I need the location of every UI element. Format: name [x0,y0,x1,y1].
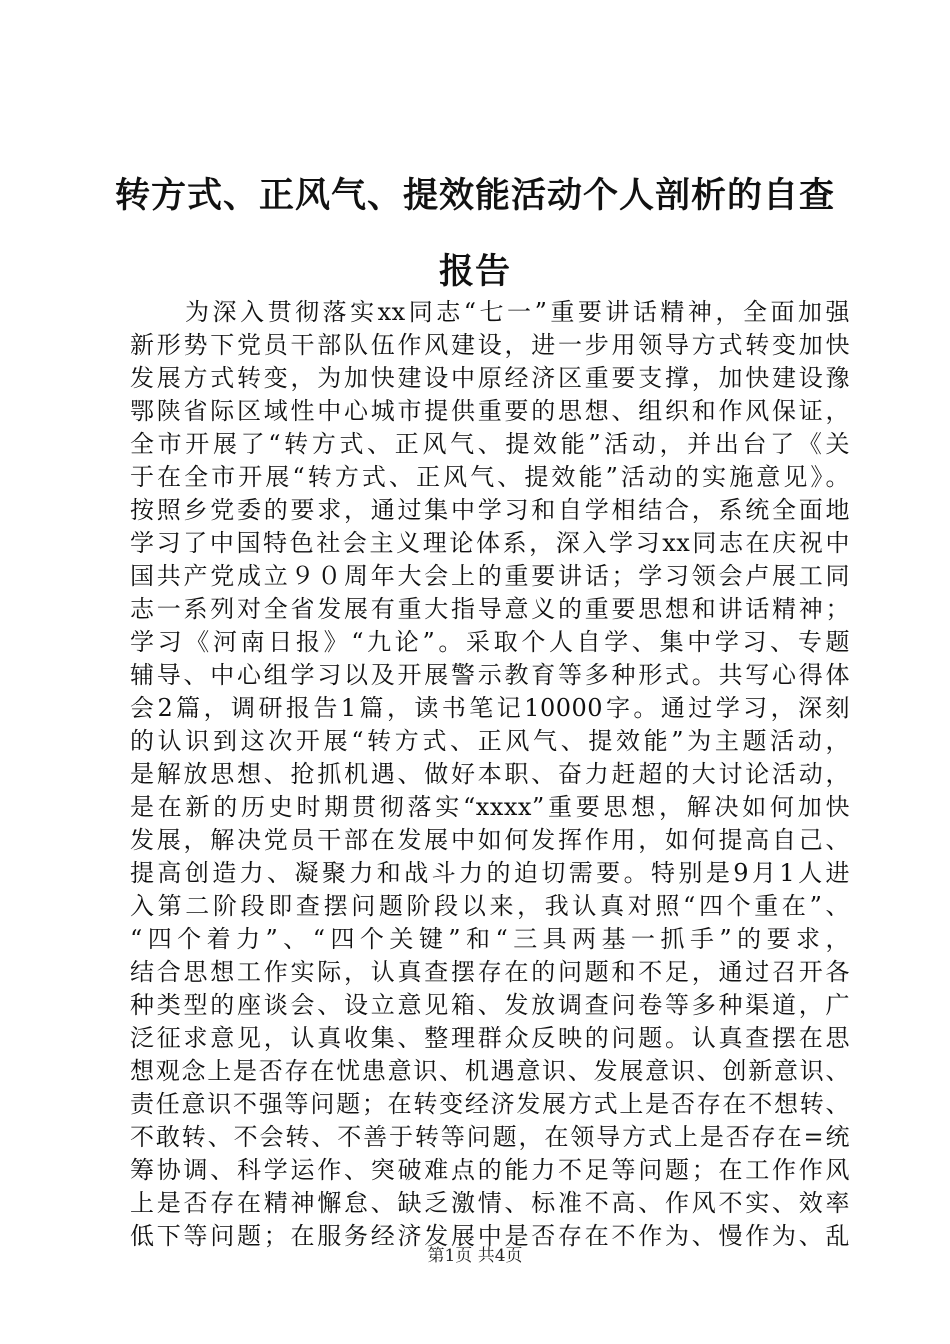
body-line: 是解放思想、抢抓机遇、做好本职、奋力赶超的大讨论活动， [130,760,850,788]
body-line: 为深入贯彻落实xx同志“七一”重要讲话精神，全面加强 [130,298,850,326]
body-line: 想观念上是否存在忧患意识、机遇意识、发展意识、创新意识、 [130,1057,850,1085]
document-body [130,296,850,1253]
body-line: 国共产党成立９０周年大会上的重要讲话；学习领会卢展工同 [130,562,850,590]
body-line: 鄂陕省际区域性中心城市提供重要的思想、组织和作风保证， [130,397,850,425]
body-line: 是在新的历史时期贯彻落实“xxxx”重要思想，解决如何加快 [130,793,850,821]
body-line: 入第二阶段即查摆问题阶段以来，我认真对照“四个重在”、 [130,892,850,920]
body-line: 泛征求意见，认真收集、整理群众反映的问题。认真查摆在思 [130,1024,850,1052]
body-line: 学习了中国特色社会主义理论体系，深入学习xx同志在庆祝中 [130,529,850,557]
body-line: 筹协调、科学运作、突破难点的能力不足等问题；在工作作风 [130,1156,850,1184]
body-line: 发展方式转变，为加快建设中原经济区重要支撑，加快建设豫 [130,364,850,392]
body-line: 不敢转、不会转、不善于转等问题，在领导方式上是否存在=统 [130,1123,850,1151]
document-title-line-1: 转方式、正风气、提效能活动个人剖析的自查 [114,175,835,216]
body-line: 按照乡党委的要求，通过集中学习和自学相结合，系统全面地 [130,496,850,524]
body-line: 志一系列对全省发展有重大指导意义的重要思想和讲话精神； [130,595,850,623]
body-line: 会2篇，调研报告1篇，读书笔记10000字。通过学习，深刻 [130,694,850,722]
body-line: 提高创造力、凝聚力和战斗力的迫切需要。特别是9月1人进 [130,859,850,887]
body-line: 种类型的座谈会、设立意见箱、发放调查问卷等多种渠道，广 [130,991,850,1019]
page-footer: 第1页 共4页 [427,1246,523,1266]
body-line: 上是否存在精神懈怠、缺乏激情、标准不高、作风不实、效率 [130,1189,850,1217]
body-line: 低下等问题；在服务经济发展中是否存在不作为、慢作为、乱 [130,1222,850,1250]
body-line: 结合思想工作实际，认真查摆存在的问题和不足，通过召开各 [130,958,850,986]
body-line: “四个着力”、“四个关键”和“三具两基一抓手”的要求， [130,925,850,953]
body-line: 全市开展了“转方式、正风气、提效能”活动，并出台了《关 [130,430,850,458]
body-line: 于在全市开展“转方式、正风气、提效能”活动的实施意见》。 [130,463,850,491]
document-title-line-2: 报告 [438,251,511,292]
body-line: 的认识到这次开展“转方式、正风气、提效能”为主题活动， [130,727,850,755]
body-line: 辅导、中心组学习以及开展警示教育等多种形式。共写心得体 [130,661,850,689]
body-line: 发展，解决党员干部在发展中如何发挥作用，如何提高自己、 [130,826,850,854]
document-title [110,158,840,310]
body-line: 责任意识不强等问题；在转变经济发展方式上是否存在不想转、 [130,1090,850,1118]
body-line: 学习《河南日报》“九论”。采取个人自学、集中学习、专题 [130,628,850,656]
body-line: 新形势下党员干部队伍作风建设，进一步用领导方式转变加快 [130,331,850,359]
